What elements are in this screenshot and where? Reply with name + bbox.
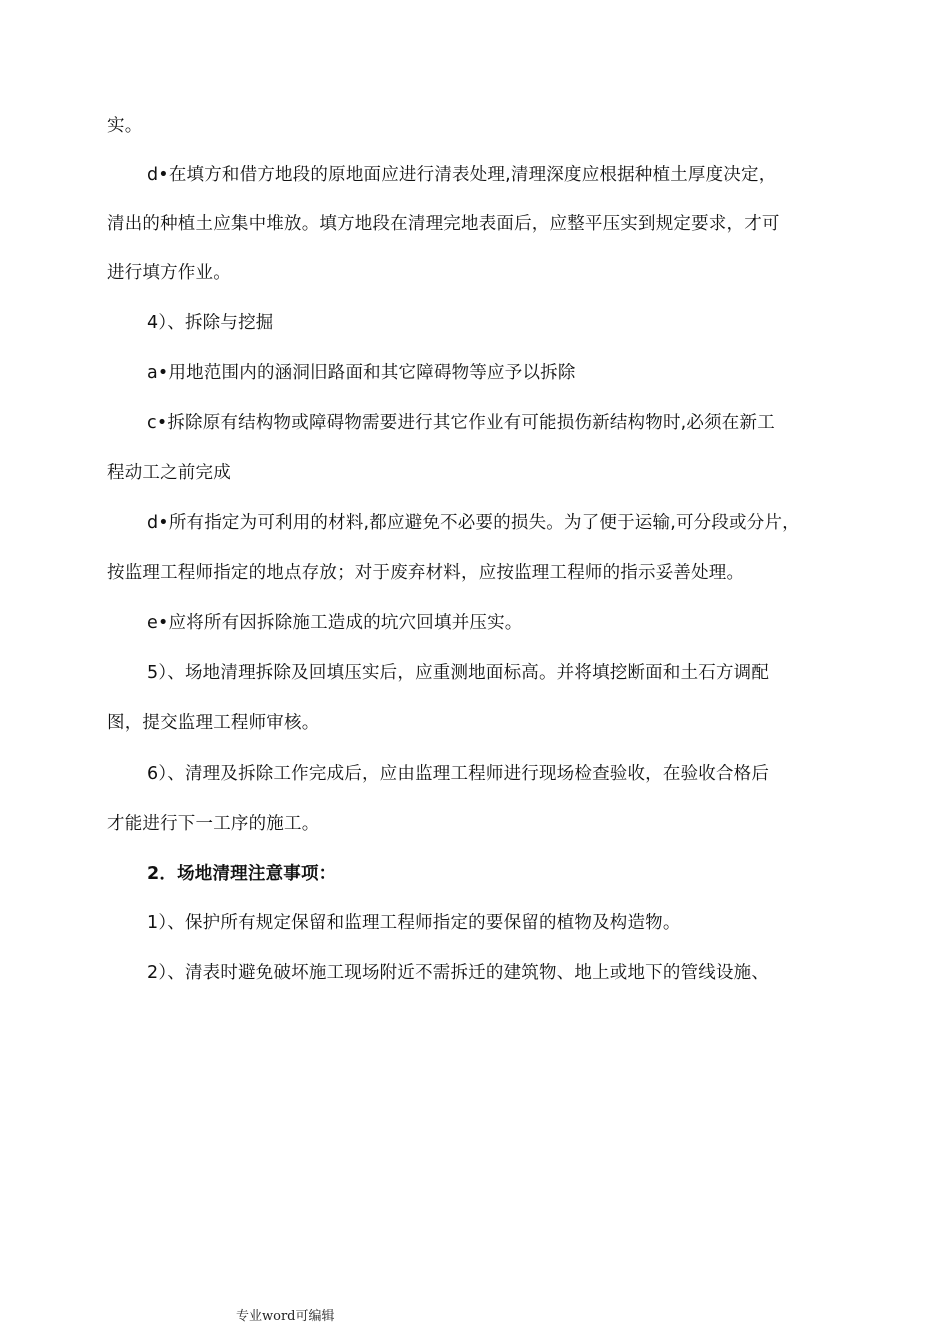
list-item-2: 2）、清表时避免破坏施工现场附近不需拆迁的建筑物、地上或地下的管线设施、 — [147, 963, 770, 983]
section-heading-5: 5）、场地清理拆除及回填压实后，应重测地面标高。并将填挖断面和土石方调配 — [147, 663, 770, 683]
section-title-2: 2．场地清理注意事项： — [147, 864, 337, 884]
paragraph-line: 进行填方作业。 — [107, 263, 231, 283]
footer-note: 专业word可编辑 — [236, 1309, 335, 1324]
paragraph-line: 才能进行下一工序的施工。 — [107, 814, 320, 834]
paragraph-line: 清出的种植土应集中堆放。填方地段在清理完地表面后，应整平压实到规定要求，才可 — [107, 214, 780, 234]
paragraph-line: 图，提交监理工程师审核。 — [107, 713, 320, 733]
paragraph-line: 实。 — [107, 116, 143, 136]
list-item-e: e•应将所有因拆除施工造成的坑穴回填并压实。 — [147, 613, 523, 633]
section-heading-6: 6）、清理及拆除工作完成后，应由监理工程师进行现场检查验收，在验收合格后 — [147, 764, 770, 784]
list-item-c: c•拆除原有结构物或障碍物需要进行其它作业有可能损伤新结构物时,必须在新工 — [147, 413, 775, 433]
section-heading-4: 4）、拆除与挖掘 — [147, 313, 274, 333]
list-item-d: d•所有指定为可利用的材料,都应避免不必要的损失。为了便于运输,可分段或分片， — [147, 513, 800, 533]
list-item-a: a•用地范围内的涵洞旧路面和其它障碍物等应予以拆除 — [147, 363, 576, 383]
paragraph-line: d•在填方和借方地段的原地面应进行清表处理,清理深度应根据种植土厚度决定， — [147, 165, 777, 185]
paragraph-line: 程动工之前完成 — [107, 463, 231, 483]
list-item-1: 1）、保护所有规定保留和监理工程师指定的要保留的植物及构造物。 — [147, 913, 681, 933]
paragraph-line: 按监理工程师指定的地点存放；对于废弃材料，应按监理工程师的指示妥善处理。 — [107, 563, 745, 583]
